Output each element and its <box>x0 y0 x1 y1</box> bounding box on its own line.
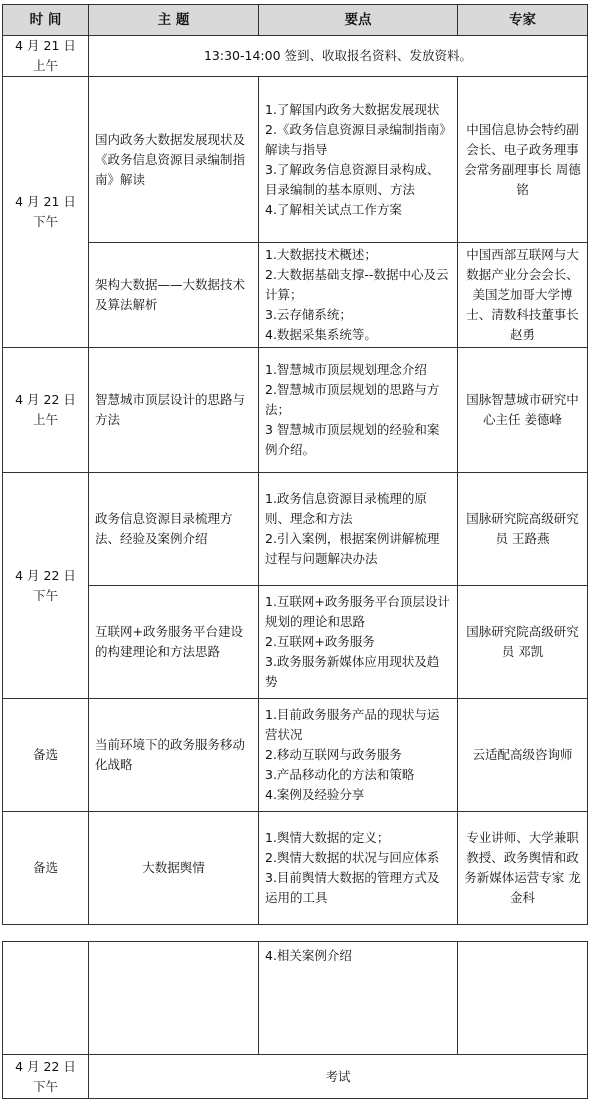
table-row <box>3 243 588 348</box>
points-cell: 1.智慧城市顶层规划理念介绍 2.智慧城市顶层规划的思路与方法； 3 智慧城市顶层规划的经验和案例介绍。 <box>259 348 458 473</box>
points-cell: 1.政务信息资源目录梳理的原则、理念和方法 2.引入案例，根据案例讲解梳理过程与问题解决办法 <box>259 473 458 586</box>
points-cell: 1.舆情大数据的定义； 2.舆情大数据的状况与回应体系 3.目前舆情大数据的管理方式及运用的工具 <box>259 812 458 925</box>
time-cell: 4 月 22 日 下午 <box>3 473 89 699</box>
topic-cell: 政务信息资源目录梳理方法、经验及案例介绍 <box>89 473 259 586</box>
table-row <box>3 77 588 243</box>
table-row <box>3 473 588 586</box>
expert-cell: 国脉研究院高级研究员 邓凯 <box>458 586 588 699</box>
header-row <box>3 5 588 36</box>
table-row <box>3 942 588 1055</box>
topic-cell <box>89 942 259 1055</box>
checkin-cell: 13:30-14:00 签到、收取报名资料、发放资料。 <box>89 36 588 77</box>
expert-cell: 国脉研究院高级研究员 王路燕 <box>458 473 588 586</box>
table-row <box>3 1055 588 1099</box>
expert-cell <box>458 942 588 1055</box>
exam-cell: 考试 <box>89 1055 588 1099</box>
points-cell: 1.目前政务服务产品的现状与运营状况 2.移动互联网与政务服务 3.产品移动化的方法和策略 4.案例及经验分享 <box>259 699 458 812</box>
points-cell: 1.互联网+政务服务平台顶层设计规划的理论和思路 2.互联网+政务服务 3.政务服务新媒体应用现状及趋势 <box>259 586 458 699</box>
table-row <box>3 36 588 77</box>
time-cell: 备选 <box>3 699 89 812</box>
expert-cell: 中国信息协会特约副会长、电子政务理事会常务副理事长 周德铭 <box>458 77 588 243</box>
time-cell <box>3 942 89 1055</box>
time-cell: 4 月 21 日 下午 <box>3 77 89 348</box>
points-cell: 4.相关案例介绍 <box>259 942 458 1055</box>
topic-cell: 互联网+政务服务平台建设的构建理论和方法思路 <box>89 586 259 699</box>
header-time: 时 间 <box>3 5 89 36</box>
header-expert: 专家 <box>458 5 588 36</box>
expert-cell: 中国西部互联网与大数据产业分会会长、美国芝加哥大学博士、清数科技董事长 赵勇 <box>458 243 588 348</box>
expert-cell: 云适配高级咨询师 <box>458 699 588 812</box>
table-row <box>3 348 588 473</box>
expert-cell: 国脉智慧城市研究中心主任 姜德峰 <box>458 348 588 473</box>
time-cell: 4 月 22 日 上午 <box>3 348 89 473</box>
topic-cell: 智慧城市顶层设计的思路与方法 <box>89 348 259 473</box>
schedule-table-continued <box>2 941 588 1099</box>
table-row <box>3 699 588 812</box>
points-cell: 1.大数据技术概述； 2.大数据基础支撑--数据中心及云计算； 3.云存储系统； 4.数据采集系统等。 <box>259 243 458 348</box>
topic-cell: 架构大数据——大数据技术及算法解析 <box>89 243 259 348</box>
topic-cell: 当前环境下的政务服务移动化战略 <box>89 699 259 812</box>
topic-cell: 国内政务大数据发展现状及《政务信息资源目录编制指南》解读 <box>89 77 259 243</box>
schedule-table <box>2 4 588 925</box>
time-cell: 4 月 22 日 下午 <box>3 1055 89 1099</box>
header-points: 要点 <box>259 5 458 36</box>
table-row <box>3 812 588 925</box>
expert-cell: 专业讲师、大学兼职教授、政务舆情和政务新媒体运营专家 龙金科 <box>458 812 588 925</box>
table-row <box>3 586 588 699</box>
time-cell: 4 月 21 日 上午 <box>3 36 89 77</box>
topic-cell: 大数据舆情 <box>89 812 259 925</box>
time-cell: 备选 <box>3 812 89 925</box>
points-cell: 1.了解国内政务大数据发展现状 2.《政务信息资源目录编制指南》解读与指导 3.了解政务信息资源目录构成、目录编制的基本原则、方法 4.了解相关试点工作方案 <box>259 77 458 243</box>
header-topic: 主 题 <box>89 5 259 36</box>
